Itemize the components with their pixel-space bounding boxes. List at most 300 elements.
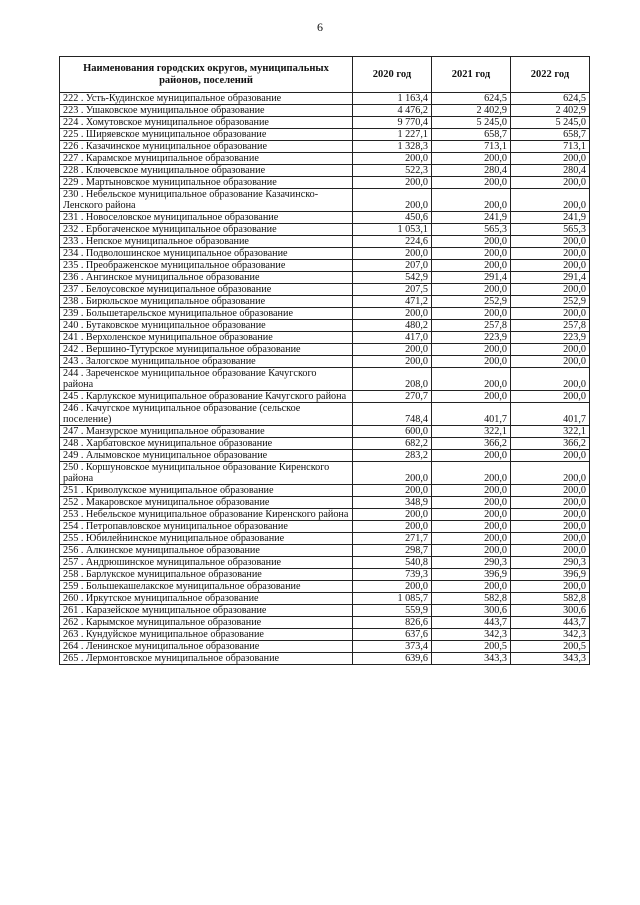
table-row	[60, 617, 590, 629]
row-name-cell	[60, 653, 353, 665]
value-2020: 200,0	[353, 344, 432, 356]
row-number-separator: .	[78, 617, 86, 628]
row-name-cell	[60, 545, 353, 557]
value-2020: 270,7	[353, 391, 432, 403]
value-2020: 207,0	[353, 260, 432, 272]
value-2022: 200,0	[511, 533, 590, 545]
row-number-separator: .	[78, 248, 86, 259]
value-2021: 366,2	[432, 438, 511, 450]
value-2021: 401,7	[432, 403, 511, 426]
value-2020: 200,0	[353, 521, 432, 533]
row-number: 243	[63, 356, 79, 367]
row-number-separator: .	[78, 497, 86, 508]
value-2022: 257,8	[511, 320, 590, 332]
table-row	[60, 653, 590, 665]
municipality-name: Алымовское муниципальное образование	[85, 450, 268, 461]
value-2020: 200,0	[353, 581, 432, 593]
value-2021: 200,0	[432, 368, 511, 391]
row-name-cell	[60, 332, 353, 344]
value-2021: 200,0	[432, 177, 511, 189]
row-number: 239	[63, 308, 79, 319]
row-number: 263	[63, 629, 79, 640]
value-2022: 342,3	[511, 629, 590, 641]
row-number: 251	[63, 485, 79, 496]
value-2021: 200,0	[432, 344, 511, 356]
table-row	[60, 248, 590, 260]
table-row	[60, 497, 590, 509]
row-number: 227	[63, 153, 79, 164]
row-name-cell	[60, 557, 353, 569]
row-number-separator: .	[78, 391, 86, 402]
value-2022: 200,0	[511, 284, 590, 296]
row-name-cell	[60, 93, 353, 105]
row-number: 257	[63, 557, 79, 568]
value-2020: 682,2	[353, 438, 432, 450]
municipality-name: Верхоленское муниципальное образование	[85, 332, 273, 343]
value-2022: 223,9	[511, 332, 590, 344]
value-2022: 200,0	[511, 462, 590, 485]
row-name-cell	[60, 141, 353, 153]
table-row	[60, 320, 590, 332]
table-row	[60, 509, 590, 521]
value-2021: 241,9	[432, 212, 511, 224]
table-row	[60, 212, 590, 224]
row-number-separator: .	[78, 485, 86, 496]
value-2020: 298,7	[353, 545, 432, 557]
row-number-separator: .	[78, 153, 86, 164]
row-number-separator: .	[78, 308, 86, 319]
row-number: 245	[63, 391, 79, 402]
municipality-name: Харбатовское муниципальное образование	[85, 438, 273, 449]
table-row	[60, 557, 590, 569]
value-2022: 290,3	[511, 557, 590, 569]
value-2022: 713,1	[511, 141, 590, 153]
row-number: 226	[63, 141, 79, 152]
value-2021: 200,0	[432, 533, 511, 545]
header-2020: 2020 год	[353, 57, 432, 93]
municipality-name: Кундуйское муниципальное образование	[85, 629, 264, 640]
value-2020: 200,0	[353, 356, 432, 368]
municipality-name: Хомутовское муниципальное образование	[85, 117, 269, 128]
value-2022: 291,4	[511, 272, 590, 284]
value-2021: 200,0	[432, 153, 511, 165]
row-number: 241	[63, 332, 79, 343]
table-row	[60, 272, 590, 284]
row-number-separator: .	[78, 105, 86, 116]
value-2022: 396,9	[511, 569, 590, 581]
page-number: 6	[317, 20, 323, 34]
row-number-separator: .	[78, 117, 86, 128]
table-row	[60, 105, 590, 117]
row-number-separator: .	[78, 569, 86, 580]
municipality-name: Андрюшинское муниципальное образование	[85, 557, 282, 568]
value-2020: 417,0	[353, 332, 432, 344]
row-name-cell	[60, 617, 353, 629]
row-number: 253	[63, 509, 79, 520]
value-2022: 658,7	[511, 129, 590, 141]
municipality-name: Ключевское муниципальное образование	[85, 165, 266, 176]
value-2022: 200,0	[511, 509, 590, 521]
row-number-separator: .	[78, 129, 86, 140]
value-2021: 624,5	[432, 93, 511, 105]
row-name-cell	[60, 485, 353, 497]
value-2022: 200,0	[511, 485, 590, 497]
municipality-name: Ширяевское муниципальное образование	[85, 129, 267, 140]
municipality-name: Манзурское муниципальное образование	[85, 426, 265, 437]
table-row	[60, 236, 590, 248]
row-name-cell	[60, 189, 353, 212]
municipality-name: Ушаковское муниципальное образование	[85, 105, 265, 116]
value-2020: 1 227,1	[353, 129, 432, 141]
row-number: 237	[63, 284, 79, 295]
row-number-separator: .	[78, 236, 86, 247]
value-2022: 200,0	[511, 581, 590, 593]
municipality-name: Карамское муниципальное образование	[85, 153, 259, 164]
row-number: 228	[63, 165, 79, 176]
value-2022: 200,0	[511, 521, 590, 533]
row-number-separator: .	[78, 438, 86, 449]
row-name-cell	[60, 260, 353, 272]
value-2022: 200,5	[511, 641, 590, 653]
value-2021: 290,3	[432, 557, 511, 569]
value-2022: 200,0	[511, 391, 590, 403]
value-2020: 9 770,4	[353, 117, 432, 129]
row-name-cell	[60, 296, 353, 308]
table-row	[60, 332, 590, 344]
value-2021: 200,0	[432, 521, 511, 533]
row-name-cell	[60, 368, 353, 391]
municipality-name: Бирюльское муниципальное образование	[85, 296, 266, 307]
row-name-cell	[60, 117, 353, 129]
row-name-cell	[60, 569, 353, 581]
row-number: 240	[63, 320, 79, 331]
value-2020: 540,8	[353, 557, 432, 569]
value-2021: 200,0	[432, 356, 511, 368]
value-2020: 200,0	[353, 189, 432, 212]
row-number-separator: .	[78, 356, 86, 367]
row-name-cell	[60, 593, 353, 605]
row-number: 234	[63, 248, 79, 259]
row-number-separator: .	[78, 189, 86, 200]
row-number-separator: .	[78, 593, 86, 604]
row-number: 264	[63, 641, 79, 652]
municipality-name: Залогское муниципальное образование	[85, 356, 256, 367]
table-row	[60, 141, 590, 153]
row-number: 233	[63, 236, 79, 247]
value-2021: 200,0	[432, 236, 511, 248]
row-number: 258	[63, 569, 79, 580]
row-number-separator: .	[78, 557, 86, 568]
row-number-separator: .	[78, 284, 86, 295]
value-2020: 200,0	[353, 177, 432, 189]
header-2022: 2022 год	[511, 57, 590, 93]
value-2020: 283,2	[353, 450, 432, 462]
municipality-name: Новоселовское муниципальное образование	[85, 212, 279, 223]
municipality-name: Бутаковское муниципальное образование	[85, 320, 266, 331]
table-row	[60, 462, 590, 485]
row-number-separator: .	[78, 332, 86, 343]
row-number-separator: .	[78, 462, 86, 473]
row-number-separator: .	[78, 629, 86, 640]
row-name-cell	[60, 533, 353, 545]
value-2021: 200,0	[432, 462, 511, 485]
table-row	[60, 260, 590, 272]
table-row	[60, 391, 590, 403]
row-number: 238	[63, 296, 79, 307]
value-2021: 200,0	[432, 260, 511, 272]
row-number: 242	[63, 344, 79, 355]
municipality-name: Ленинское муниципальное образование	[85, 641, 260, 652]
value-2022: 200,0	[511, 248, 590, 260]
value-2020: 224,6	[353, 236, 432, 248]
municipality-name: Петропавловское муниципальное образование	[85, 521, 288, 532]
row-name-cell	[60, 403, 353, 426]
value-2020: 1 328,3	[353, 141, 432, 153]
value-2021: 582,8	[432, 593, 511, 605]
value-2020: 348,9	[353, 497, 432, 509]
table-row	[60, 581, 590, 593]
value-2021: 257,8	[432, 320, 511, 332]
value-2021: 658,7	[432, 129, 511, 141]
row-number: 260	[63, 593, 79, 604]
row-number-separator: .	[78, 320, 86, 331]
row-name-cell	[60, 272, 353, 284]
value-2020: 200,0	[353, 462, 432, 485]
table-row	[60, 284, 590, 296]
row-name-cell	[60, 308, 353, 320]
row-number: 224	[63, 117, 79, 128]
value-2021: 200,0	[432, 545, 511, 557]
value-2021: 200,0	[432, 391, 511, 403]
table-row	[60, 356, 590, 368]
value-2021: 396,9	[432, 569, 511, 581]
municipality-name: Юбилейнинское муниципальное образование	[85, 533, 285, 544]
value-2020: 480,2	[353, 320, 432, 332]
row-name-cell	[60, 153, 353, 165]
municipality-name: Коршуновское муниципальное образование Киренского района	[63, 462, 330, 484]
table-row	[60, 165, 590, 177]
row-name-cell	[60, 212, 353, 224]
table-row	[60, 629, 590, 641]
row-number: 265	[63, 653, 79, 664]
municipality-name: Казачинское муниципальное образование	[85, 141, 267, 152]
table-row	[60, 533, 590, 545]
value-2022: 366,2	[511, 438, 590, 450]
row-number-separator: .	[78, 260, 86, 271]
table-row	[60, 426, 590, 438]
value-2021: 343,3	[432, 653, 511, 665]
municipality-name: Барлукское муниципальное образование	[85, 569, 262, 580]
table-row	[60, 296, 590, 308]
value-2021: 200,0	[432, 509, 511, 521]
row-name-cell	[60, 177, 353, 189]
row-number: 236	[63, 272, 79, 283]
value-2020: 4 476,2	[353, 105, 432, 117]
row-name-cell	[60, 344, 353, 356]
row-name-cell	[60, 165, 353, 177]
value-2021: 300,6	[432, 605, 511, 617]
table-row	[60, 403, 590, 426]
value-2020: 826,6	[353, 617, 432, 629]
value-2022: 280,4	[511, 165, 590, 177]
row-name-cell	[60, 509, 353, 521]
municipality-name: Вершино-Тутурское муниципальное образование	[85, 344, 301, 355]
table-row	[60, 438, 590, 450]
row-number-separator: .	[78, 653, 86, 664]
value-2020: 522,3	[353, 165, 432, 177]
value-2020: 271,7	[353, 533, 432, 545]
table-row	[60, 593, 590, 605]
row-name-cell	[60, 438, 353, 450]
value-2022: 624,5	[511, 93, 590, 105]
table-row	[60, 545, 590, 557]
value-2022: 565,3	[511, 224, 590, 236]
value-2020: 748,4	[353, 403, 432, 426]
table-row	[60, 450, 590, 462]
value-2022: 322,1	[511, 426, 590, 438]
row-name-cell	[60, 248, 353, 260]
value-2020: 373,4	[353, 641, 432, 653]
row-number-separator: .	[78, 272, 86, 283]
value-2022: 343,3	[511, 653, 590, 665]
value-2022: 200,0	[511, 260, 590, 272]
value-2022: 401,7	[511, 403, 590, 426]
municipality-name: Большекашелакское муниципальное образование	[85, 581, 301, 592]
value-2022: 200,0	[511, 177, 590, 189]
value-2021: 342,3	[432, 629, 511, 641]
table-row	[60, 93, 590, 105]
table-row	[60, 344, 590, 356]
value-2022: 300,6	[511, 605, 590, 617]
value-2022: 582,8	[511, 593, 590, 605]
row-number: 232	[63, 224, 79, 235]
row-number: 250	[63, 462, 79, 473]
value-2021: 200,5	[432, 641, 511, 653]
row-number-separator: .	[78, 403, 86, 414]
row-number-separator: .	[78, 224, 86, 235]
row-name-cell	[60, 105, 353, 117]
value-2022: 200,0	[511, 153, 590, 165]
row-name-cell	[60, 224, 353, 236]
value-2021: 200,0	[432, 581, 511, 593]
municipality-name: Качугское муниципальное образование (сельское поселение)	[63, 403, 301, 425]
row-number-separator: .	[78, 450, 86, 461]
value-2021: 200,0	[432, 248, 511, 260]
header-2021: 2021 год	[432, 57, 511, 93]
row-number-separator: .	[78, 141, 86, 152]
row-name-cell	[60, 629, 353, 641]
value-2022: 252,9	[511, 296, 590, 308]
municipality-name: Непское муниципальное образование	[85, 236, 249, 247]
value-2020: 200,0	[353, 248, 432, 260]
value-2022: 200,0	[511, 236, 590, 248]
municipality-name: Ербогаченское муниципальное образование	[85, 224, 277, 235]
municipality-name: Большетарельское муниципальное образование	[85, 308, 293, 319]
value-2022: 5 245,0	[511, 117, 590, 129]
row-number: 246	[63, 403, 79, 414]
municipality-name: Усть-Кудинское муниципальное образование	[85, 93, 282, 104]
row-number: 223	[63, 105, 79, 116]
row-name-cell	[60, 284, 353, 296]
municipality-name: Небельское муниципальное образование Киренского района	[85, 509, 349, 520]
value-2021: 200,0	[432, 284, 511, 296]
row-number-separator: .	[78, 533, 86, 544]
municipality-name: Каразейское муниципальное образование	[85, 605, 267, 616]
row-number: 225	[63, 129, 79, 140]
municipality-name: Макаровское муниципальное образование	[85, 497, 270, 508]
value-2021: 322,1	[432, 426, 511, 438]
row-number-separator: .	[78, 641, 86, 652]
row-name-cell	[60, 450, 353, 462]
row-number: 256	[63, 545, 79, 556]
row-number-separator: .	[78, 165, 86, 176]
row-number: 252	[63, 497, 79, 508]
row-number-separator: .	[78, 605, 86, 616]
row-number-separator: .	[78, 545, 86, 556]
row-number: 259	[63, 581, 79, 592]
row-name-cell	[60, 320, 353, 332]
value-2020: 1 163,4	[353, 93, 432, 105]
value-2021: 200,0	[432, 497, 511, 509]
municipality-name: Алкинское муниципальное образование	[85, 545, 260, 556]
row-number-separator: .	[78, 581, 86, 592]
value-2022: 200,0	[511, 545, 590, 557]
table-row	[60, 521, 590, 533]
table-row	[60, 153, 590, 165]
row-number-separator: .	[78, 344, 86, 355]
municipality-name: Подволошинское муниципальное образование	[85, 248, 288, 259]
value-2021: 252,9	[432, 296, 511, 308]
table-row	[60, 224, 590, 236]
table-body	[60, 93, 590, 665]
row-name-cell	[60, 497, 353, 509]
value-2022: 200,0	[511, 344, 590, 356]
row-number: 229	[63, 177, 79, 188]
value-2020: 471,2	[353, 296, 432, 308]
value-2022: 200,0	[511, 368, 590, 391]
value-2021: 443,7	[432, 617, 511, 629]
row-name-cell	[60, 462, 353, 485]
table-row	[60, 641, 590, 653]
row-number: 262	[63, 617, 79, 628]
value-2021: 2 402,9	[432, 105, 511, 117]
value-2020: 559,9	[353, 605, 432, 617]
value-2020: 207,5	[353, 284, 432, 296]
value-2022: 200,0	[511, 189, 590, 212]
row-number-separator: .	[78, 426, 86, 437]
municipality-name: Небельское муниципальное образование Казачинско-Ленского района	[63, 189, 319, 211]
table-row	[60, 177, 590, 189]
table-row	[60, 308, 590, 320]
municipality-name: Белоусовское муниципальное образование	[85, 284, 272, 295]
row-number-separator: .	[78, 509, 86, 520]
value-2021: 565,3	[432, 224, 511, 236]
municipality-name: Ангинское муниципальное образование	[85, 272, 260, 283]
value-2021: 291,4	[432, 272, 511, 284]
value-2022: 443,7	[511, 617, 590, 629]
value-2021: 200,0	[432, 308, 511, 320]
value-2020: 600,0	[353, 426, 432, 438]
value-2020: 200,0	[353, 509, 432, 521]
value-2020: 200,0	[353, 485, 432, 497]
municipality-name: Преображенское муниципальное образование	[85, 260, 286, 271]
value-2022: 200,0	[511, 356, 590, 368]
row-number-separator: .	[78, 177, 86, 188]
value-2022: 241,9	[511, 212, 590, 224]
municipality-name: Иркутское муниципальное образование	[85, 593, 259, 604]
row-number: 254	[63, 521, 79, 532]
municipality-name: Зареченское муниципальное образование Качугского района	[63, 368, 317, 390]
